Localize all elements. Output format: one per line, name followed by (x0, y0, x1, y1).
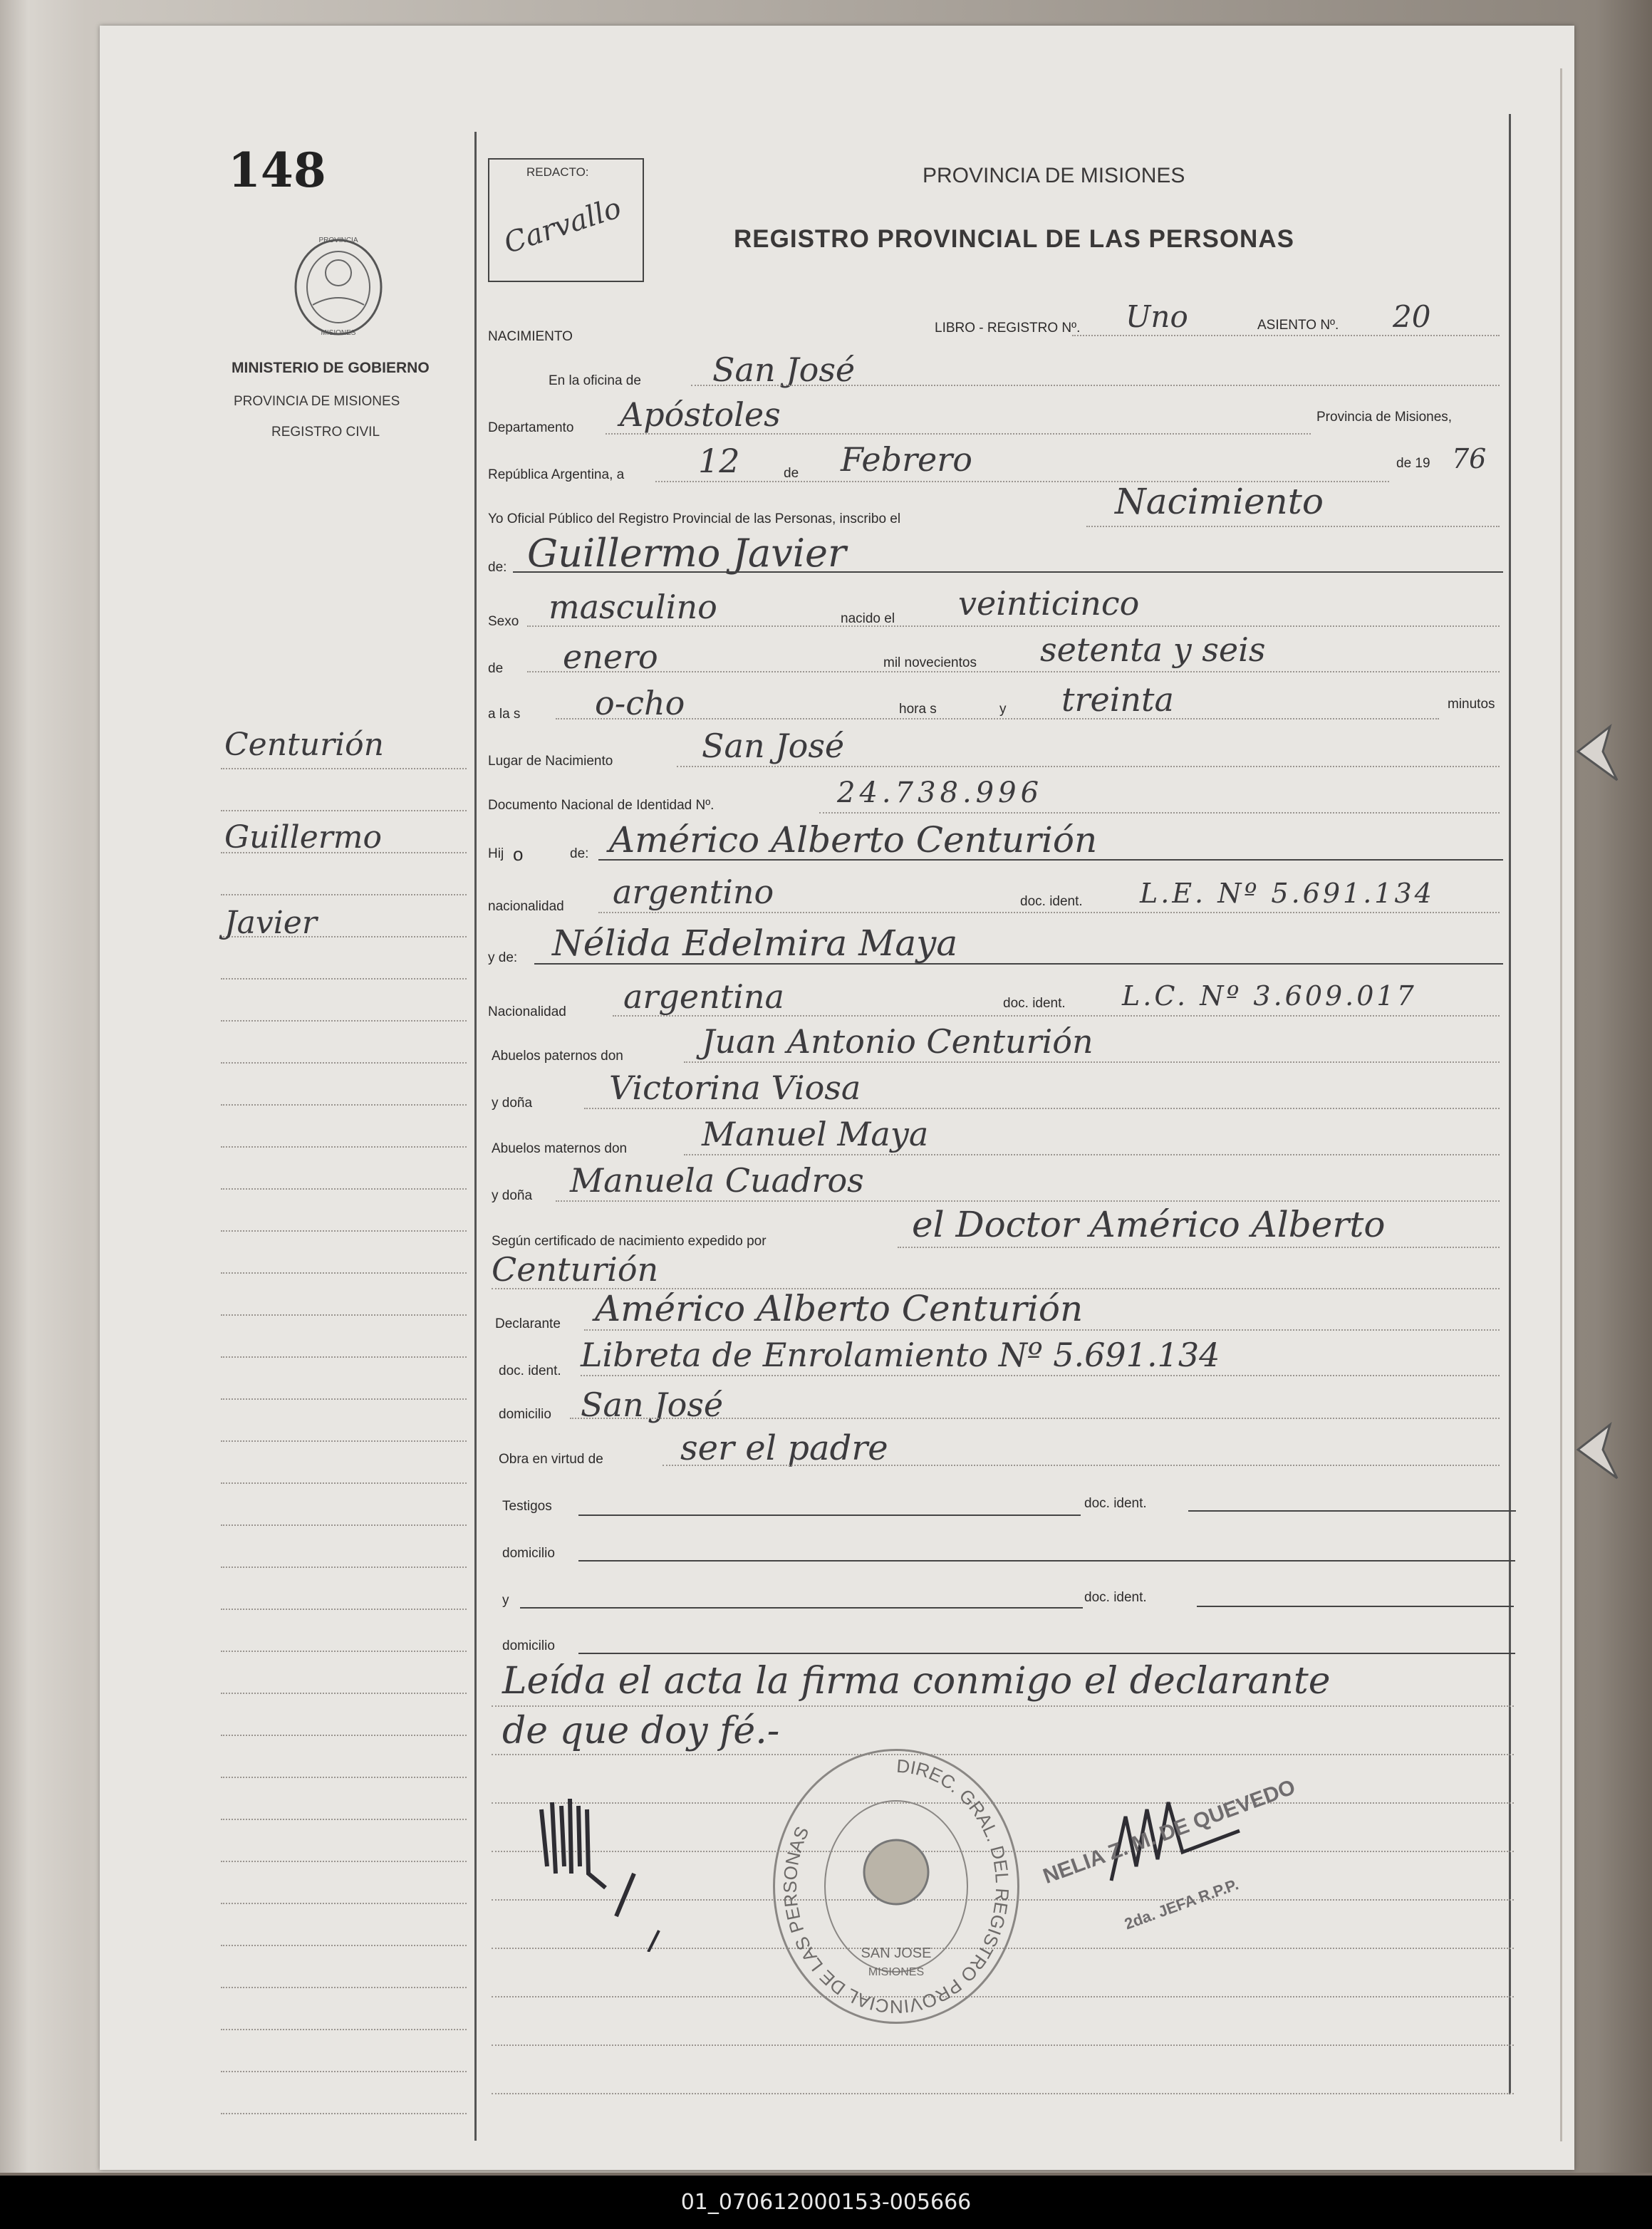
declarant-signature (527, 1767, 684, 1952)
oficial-label: Yo Oficial Público del Registro Provincial de las Personas, inscribo el (488, 511, 901, 526)
seal-top-text: PROVINCIA (318, 237, 358, 244)
abuelos-mat-label: Abuelos maternos don (492, 1141, 628, 1156)
departamento-label: Departamento (488, 420, 574, 435)
testigos-doc-label: doc. ident. (1084, 1496, 1147, 1511)
ministry-registry: REGISTRO CIVIL (271, 425, 380, 440)
domicilio-value: San José (581, 1386, 724, 1424)
libro-label: LIBRO - REGISTRO Nº. (935, 321, 1081, 336)
mil-label: mil novecientos (883, 655, 977, 670)
doc-madre-label: doc. ident. (1003, 996, 1066, 1011)
record-type: NACIMIENTO (488, 329, 573, 344)
closing-line-2: de que doy fé.- (502, 1710, 780, 1752)
official-stamp-name: NELIA Z. M. DE QUEVEDO (1040, 1775, 1299, 1889)
obra-value: ser el padre (680, 1428, 888, 1468)
seal-bottom-text: MISIONES (321, 329, 356, 337)
ministry-title: MINISTERIO DE GOBIERNO (232, 360, 430, 376)
y2-doc-label: doc. ident. (1084, 1590, 1147, 1605)
lugar-label: Lugar de Nacimiento (488, 754, 613, 769)
abuelos-pat-label: Abuelos paternos don (492, 1049, 623, 1064)
de-label: de (784, 466, 799, 481)
dni-label: Documento Nacional de Identidad Nº. (488, 798, 715, 813)
margin-firstname: Guillermo (224, 819, 382, 856)
redacto-signature: Carvallo (500, 191, 625, 261)
hijo-label: Hij (488, 846, 504, 861)
abuelo-mat-value: Manuel Maya (702, 1115, 929, 1153)
abuela-mat-value: Manuela Cuadros (570, 1161, 864, 1200)
page-number: 148 (228, 142, 326, 198)
binder-clip-icon (1567, 1410, 1631, 1489)
yde-label: y de: (488, 950, 518, 965)
mes2-value: enero (563, 638, 658, 676)
nac-padre-value: argentino (613, 873, 774, 911)
official-stamp-title: 2da. JEFA R.P.P. (1122, 1875, 1241, 1933)
footer-bar (0, 2176, 1652, 2229)
left-column-rule (474, 132, 477, 2141)
y2-label: y (502, 1593, 509, 1608)
declarante-value: Américo Alberto Centurión (595, 1288, 1084, 1329)
minutos-label: minutos (1448, 697, 1495, 712)
certificado-label: Según certificado de nacimiento expedido por (492, 1234, 767, 1249)
stamp-inner-text: SAN JOSE (861, 1945, 932, 1961)
binder-clip-icon (1567, 712, 1631, 791)
minutos-value: treinta (1061, 680, 1174, 719)
margin-middlename: Javier (224, 905, 317, 941)
declarante-label: Declarante (495, 1316, 561, 1331)
doc-padre-label: doc. ident. (1020, 894, 1083, 909)
margin-surname: Centurión (224, 727, 384, 763)
abuelo-pat-value: Juan Antonio Centurión (702, 1022, 1093, 1061)
y-label: y (999, 702, 1007, 717)
ydona1-label: y doña (492, 1096, 533, 1111)
dni-value: 24.738.996 (837, 776, 1044, 809)
docident-value: Libreta de Enrolamiento Nº 5.691.134 (581, 1336, 1220, 1374)
ydona2-label: y doña (492, 1188, 533, 1203)
oficina-value: San José (712, 350, 856, 389)
nacido-label: nacido el (841, 611, 895, 626)
anio-value: 76 (1452, 443, 1487, 474)
certificado-value: el Doctor Américo Alberto (912, 1204, 1386, 1245)
departamento-value: Apóstoles (620, 395, 781, 434)
libro-value: Uno (1126, 299, 1188, 334)
anio-label: de 19 (1396, 456, 1430, 471)
doc-madre-value: L.C. Nº 3.609.017 (1122, 980, 1417, 1012)
sexo-value: masculino (549, 588, 717, 626)
ministry-province: PROVINCIA DE MISIONES (234, 394, 400, 409)
coat-of-arms-icon (289, 227, 388, 341)
de2-label: de (488, 661, 504, 676)
registry-round-stamp (773, 1749, 1019, 2024)
horas-label: hora s (899, 702, 937, 717)
sexo-label: Sexo (488, 614, 519, 629)
oficial-value: Nacimiento (1115, 481, 1324, 522)
redacto-label: REDACTO: (526, 165, 589, 179)
domicilio2-label: domicilio (502, 1546, 555, 1561)
madre-value: Nélida Edelmira Maya (552, 923, 958, 964)
nac-madre-label: Nacionalidad (488, 1004, 566, 1019)
oficina-label: En la oficina de (549, 373, 641, 388)
hora-value: o-cho (595, 684, 685, 722)
nac-madre-value: argentina (623, 977, 784, 1016)
anio2-value: setenta y seis (1040, 630, 1266, 669)
docident-label: doc. ident. (499, 1363, 561, 1378)
certificado-value-cont: Centurión (492, 1250, 659, 1289)
hijo-de-label: de: (570, 846, 589, 861)
dia-value: 12 (698, 442, 740, 480)
right-column-rule (1509, 114, 1511, 2094)
asiento-value: 20 (1393, 299, 1431, 334)
redacto-box (488, 158, 644, 282)
padre-value: Américo Alberto Centurión (609, 819, 1098, 861)
lugar-value: San José (702, 727, 845, 765)
closing-line-1: Leída el acta la firma conmigo el declarante (502, 1660, 1331, 1703)
stamp-bottom-text: MISIONES (868, 1966, 925, 1978)
abuela-pat-value: Victorina Viosa (609, 1069, 861, 1107)
alas-label: a la s (488, 707, 521, 722)
asiento-label: ASIENTO Nº. (1257, 318, 1339, 333)
footer-id: 01_070612000153-005666 (680, 2190, 972, 2215)
domicilio3-label: domicilio (502, 1638, 555, 1653)
hijo-suffix: o (513, 843, 524, 865)
doc-padre-value: L.E. Nº 5.691.134 (1140, 878, 1435, 909)
page-edge (1560, 68, 1562, 2141)
header-province: PROVINCIA DE MISIONES (923, 164, 1185, 187)
stamp-ring-text: DIREC. GRAL. DEL REGISTRO PROVINCIAL DE LAS PERSONAS (779, 1755, 1014, 2018)
header-title: REGISTRO PROVINCIAL DE LAS PERSONAS (734, 225, 1294, 253)
nacido-value: veinticinco (958, 584, 1140, 623)
obra-label: Obra en virtud de (499, 1452, 603, 1467)
provincia-label: Provincia de Misiones, (1316, 410, 1453, 425)
mes-value: Febrero (841, 440, 972, 479)
nombre-label: de: (488, 560, 507, 575)
nac-padre-label: nacionalidad (488, 899, 564, 914)
republica-label: República Argentina, a (488, 467, 625, 482)
testigos-label: Testigos (502, 1499, 552, 1514)
domicilio-label: domicilio (499, 1407, 551, 1422)
nombre-value: Guillermo Javier (527, 531, 846, 576)
